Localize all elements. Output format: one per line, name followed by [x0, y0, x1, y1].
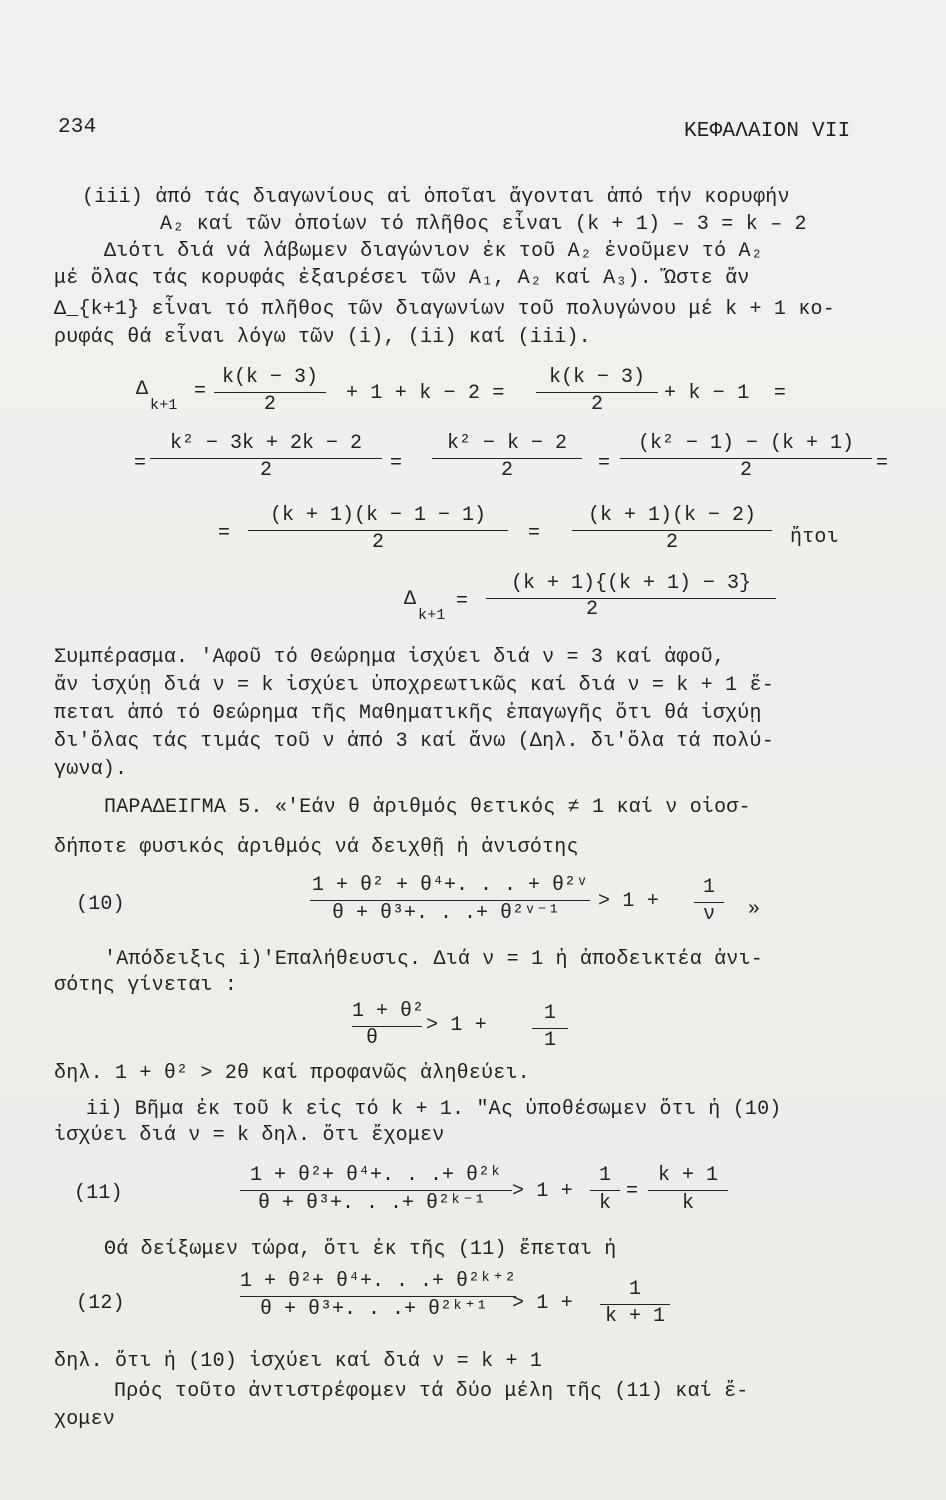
closing-quote: »	[748, 898, 761, 921]
equals-sign: =	[528, 522, 541, 545]
fraction-denominator: 1	[543, 1029, 556, 1052]
text-line: ἄν ἰσχύῃ διά ν = k ἰσχύει ὑποχρεωτικῶς καί διά ν = k + 1 ἕ-	[54, 674, 774, 697]
equals-sign: =	[456, 590, 469, 613]
text-line: ἰσχύει διά ν = k δηλ. ὅτι ἔχομεν	[54, 1124, 445, 1147]
fraction-denominator: 2	[371, 531, 384, 554]
fraction-numerator: (k + 1)(k − 1 − 1)	[269, 504, 487, 527]
fraction-denominator: θ + θ³+. . .+ θ²ᵏ⁻¹	[257, 1192, 487, 1215]
text-line: δηλ. ὅτι ἡ (10) ἰσχύει καί διά ν = k + 1	[54, 1350, 543, 1373]
expression: > 1 +	[426, 1014, 488, 1037]
fraction-numerator: (k + 1){(k + 1) − 3}	[510, 572, 752, 595]
text-line: 'Απόδειξις i)'Επαλήθευσις. Διά ν = 1 ἡ ἀποδεικτέα ἀνι-	[104, 948, 763, 971]
text-line: (iii) ἀπό τάς διαγωνίους αἱ ὁποῖαι ἄγονται ἀπό τήν κορυφήν	[82, 186, 790, 209]
fraction-numerator: (k + 1)(k − 2)	[587, 504, 757, 527]
fraction-numerator: 1 + θ²	[352, 1000, 425, 1023]
fraction-numerator: 1	[598, 1164, 611, 1187]
fraction-numerator: k(k − 3)	[548, 366, 645, 389]
delta-subscript: k+1	[150, 397, 178, 414]
fraction-bar	[310, 900, 590, 901]
fraction-denominator: k	[681, 1192, 694, 1215]
text-line: σότης γίνεται :	[54, 974, 238, 997]
fraction-numerator: k(k − 3)	[221, 366, 318, 389]
fraction-denominator: 2	[500, 459, 513, 482]
fraction-numerator: 1	[628, 1278, 641, 1301]
fraction-numerator: 1 + θ²+ θ⁴+. . .+ θ²ᵏ	[249, 1164, 503, 1187]
equals-sign: =	[218, 522, 231, 545]
text-line: Θά δείξωμεν τώρα, ὅτι ἐκ τῆς (11) ἕπεται ἡ	[104, 1238, 617, 1261]
text-line: Α₂ καί τῶν ὁποίων τό πλῆθος εἶναι (k + 1) – 3 = k – 2	[160, 213, 807, 236]
equation-label: (11)	[74, 1182, 123, 1205]
fraction-numerator: k² − k − 2	[446, 432, 568, 455]
fraction-denominator: k	[598, 1192, 611, 1215]
fraction-denominator: θ	[365, 1027, 378, 1050]
fraction-denominator: θ + θ³+. . .+ θ²ᵛ⁻¹	[331, 902, 561, 925]
fraction-numerator: (k² − 1) − (k + 1)	[637, 432, 855, 455]
fraction-denominator: 2	[263, 393, 276, 416]
fraction-denominator: 2	[665, 531, 678, 554]
fraction-numerator: 1	[543, 1002, 556, 1025]
delta-symbol: Δ	[136, 378, 149, 401]
equals-sign: =	[390, 452, 403, 475]
fraction-denominator: ν	[702, 903, 715, 926]
word-etoi: ἤτοι	[790, 526, 839, 549]
expression: > 1 +	[598, 890, 660, 913]
expression: + k − 1 =	[664, 382, 787, 405]
fraction-bar	[590, 1190, 620, 1191]
equals-sign: =	[876, 452, 889, 475]
text-line: δήποτε φυσικός ἀριθμός νά δειχθῇ ἡ ἀνισότης	[54, 836, 579, 859]
equals-sign: =	[134, 452, 147, 475]
fraction-numerator: 1 + θ²+ θ⁴+. . .+ θ²ᵏ⁺²	[240, 1270, 517, 1293]
text-line: γωνα).	[54, 758, 128, 781]
delta-symbol: Δ	[404, 588, 417, 611]
fraction-bar	[648, 1190, 728, 1191]
text-line: ii) Βῆμα ἐκ τοῦ k εἰς τό k + 1. "Ας ὑποθέσωμεν ὅτι ἡ (10)	[86, 1098, 782, 1121]
expression: + 1 + k − 2 =	[346, 382, 505, 405]
fraction-bar	[240, 1296, 516, 1297]
equals-sign: =	[598, 452, 611, 475]
fraction-denominator: 2	[259, 459, 272, 482]
expression: > 1 +	[512, 1180, 574, 1203]
text-line: Πρός τοῦτο ἀντιστρέφομεν τά δύο μέλη τῆς (11) καί ἔ-	[114, 1380, 749, 1403]
fraction-bar	[240, 1190, 512, 1191]
fraction-denominator: 2	[585, 598, 598, 621]
fraction-denominator: 2	[739, 459, 752, 482]
text-line: πεται ἀπό τό Θεώρημα τῆς Μαθηματικῆς ἐπαγωγῆς ὅτι θά ἰσχύῃ	[54, 702, 762, 725]
equals-sign: =	[626, 1180, 639, 1203]
expression: > 1 +	[512, 1292, 574, 1315]
text-line: Διότι διά νά λάβωμεν διαγώνιον ἐκ τοῦ Α₂ ἑνοῦμεν τό Α₂	[104, 240, 763, 263]
fraction-denominator: θ + θ³+. . .+ θ²ᵏ⁺¹	[259, 1298, 489, 1321]
text-line: μέ ὅλας τάς κορυφάς ἐξαιρέσει τῶν Α₁, Α₂ καί Α₃). Ὥστε ἄν	[54, 267, 750, 290]
fraction-numerator: 1	[702, 876, 715, 899]
fraction-numerator: k² − 3k + 2k − 2	[169, 432, 363, 455]
text-line: χομεν	[54, 1408, 116, 1431]
text-line: ρυφάς θά εἶναι λόγω τῶν (i), (ii) καί (iii).	[54, 326, 591, 349]
fraction-numerator: 1 + θ² + θ⁴+. . . + θ²ᵛ	[311, 874, 589, 897]
fraction-numerator: k + 1	[657, 1164, 718, 1187]
fraction-denominator: k + 1	[604, 1305, 665, 1328]
equation-label: (10)	[76, 893, 125, 916]
chapter-heading: ΚΕΦΑΛΑΙΟΝ VII	[684, 120, 851, 143]
text-line: δηλ. 1 + θ² > 2θ καί προφανῶς ἀληθεύει.	[54, 1062, 530, 1085]
fraction-denominator: 2	[590, 393, 603, 416]
equation-label: (12)	[76, 1292, 125, 1315]
text-line: δι'ὅλας τάς τιμάς τοῦ ν ἀπό 3 καί ἄνω (Δηλ. δι'ὅλα τά πολύ-	[54, 730, 774, 753]
equals-sign: =	[194, 380, 207, 403]
example-heading: ΠΑΡΑΔΕΙΓΜΑ 5. «'Εάν θ ἀριθμός θετικός ≠ 1 καί ν οἰοσ-	[104, 796, 751, 819]
delta-subscript: k+1	[418, 607, 446, 624]
page-number: 234	[58, 116, 97, 139]
text-line: Δ_{k+1} εἶναι τό πλῆθος τῶν διαγωνίων τοῦ πολυγώνου μέ k + 1 κο-	[54, 298, 835, 321]
text-line: Συμπέρασμα. 'Αφοῦ τό Θεώρημα ἰσχύει διά ν = 3 καί ἀφοῦ,	[54, 646, 726, 669]
